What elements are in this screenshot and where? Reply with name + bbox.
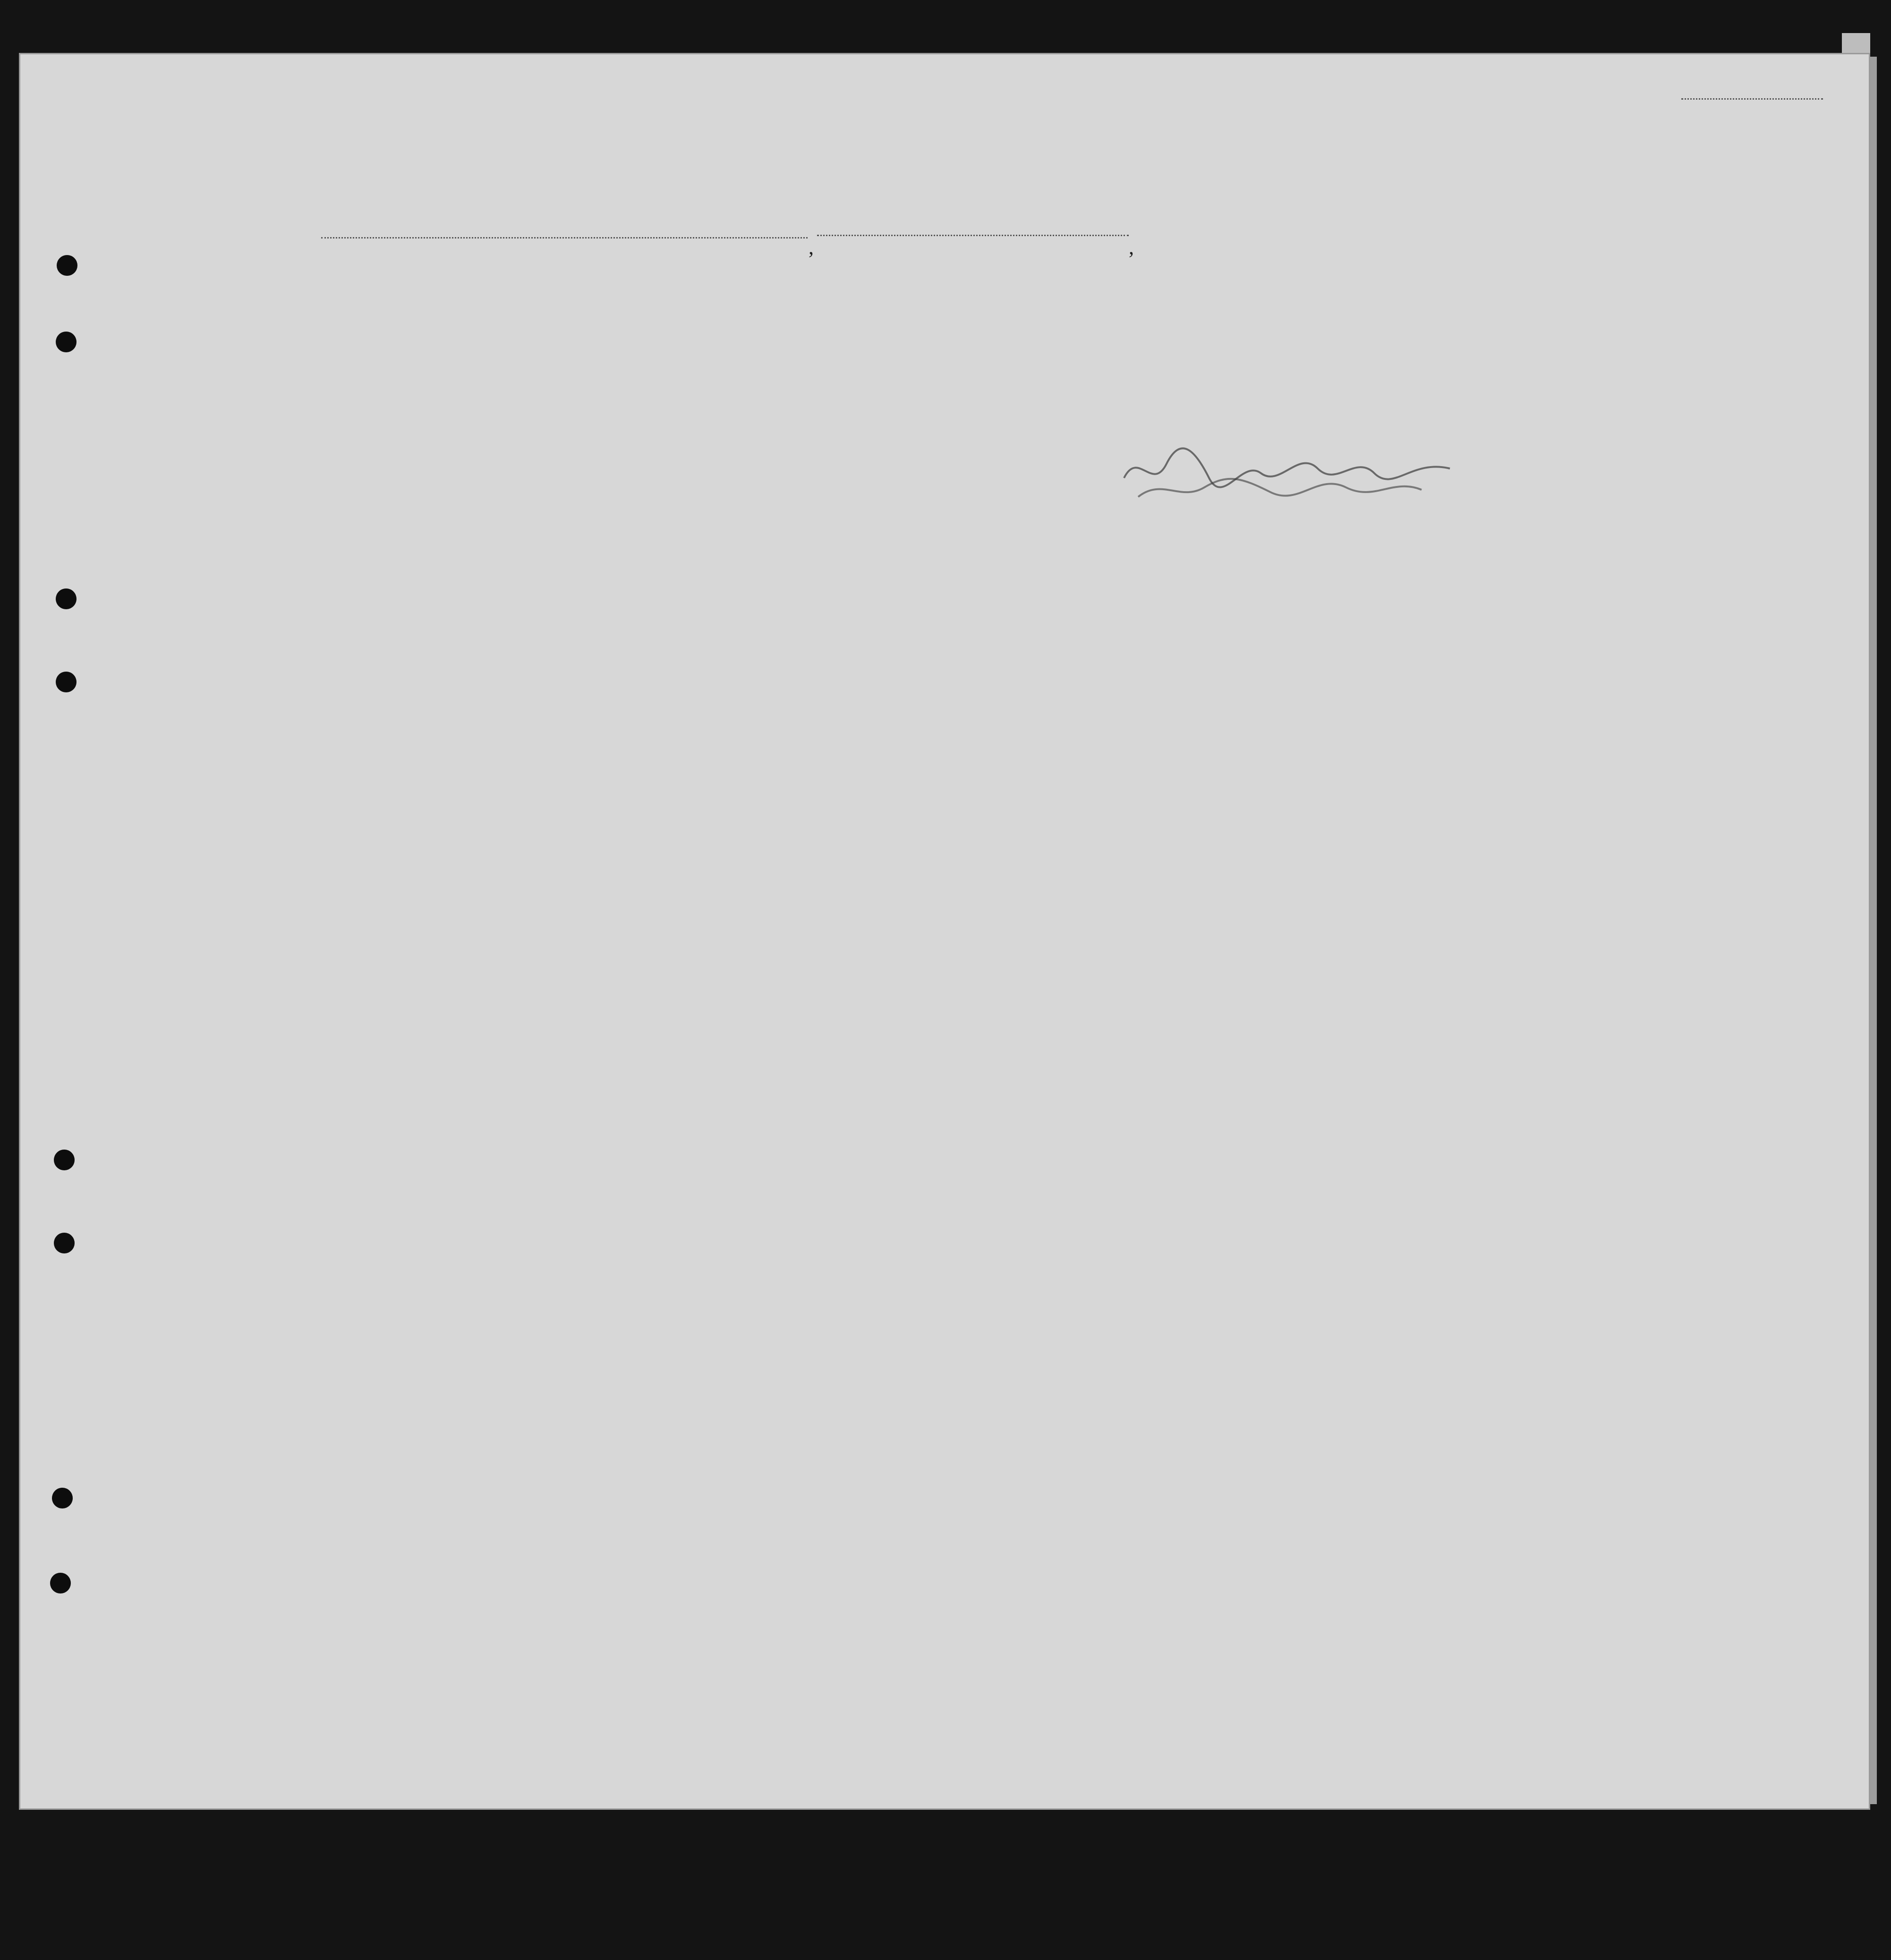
table-grid	[19, 53, 1870, 1810]
punch-hole	[56, 332, 77, 352]
punch-hole	[50, 1573, 71, 1594]
comma-1: ,	[809, 236, 814, 259]
manifest-sheet	[19, 53, 1870, 1810]
punch-hole	[57, 255, 77, 276]
punch-hole	[56, 672, 77, 692]
punch-hole	[56, 588, 77, 609]
punch-hole	[54, 1233, 75, 1253]
handwritten-annotation	[1119, 440, 1478, 511]
punch-hole	[52, 1488, 73, 1508]
punch-hole	[54, 1150, 75, 1170]
comma-2: ,	[1129, 236, 1134, 259]
